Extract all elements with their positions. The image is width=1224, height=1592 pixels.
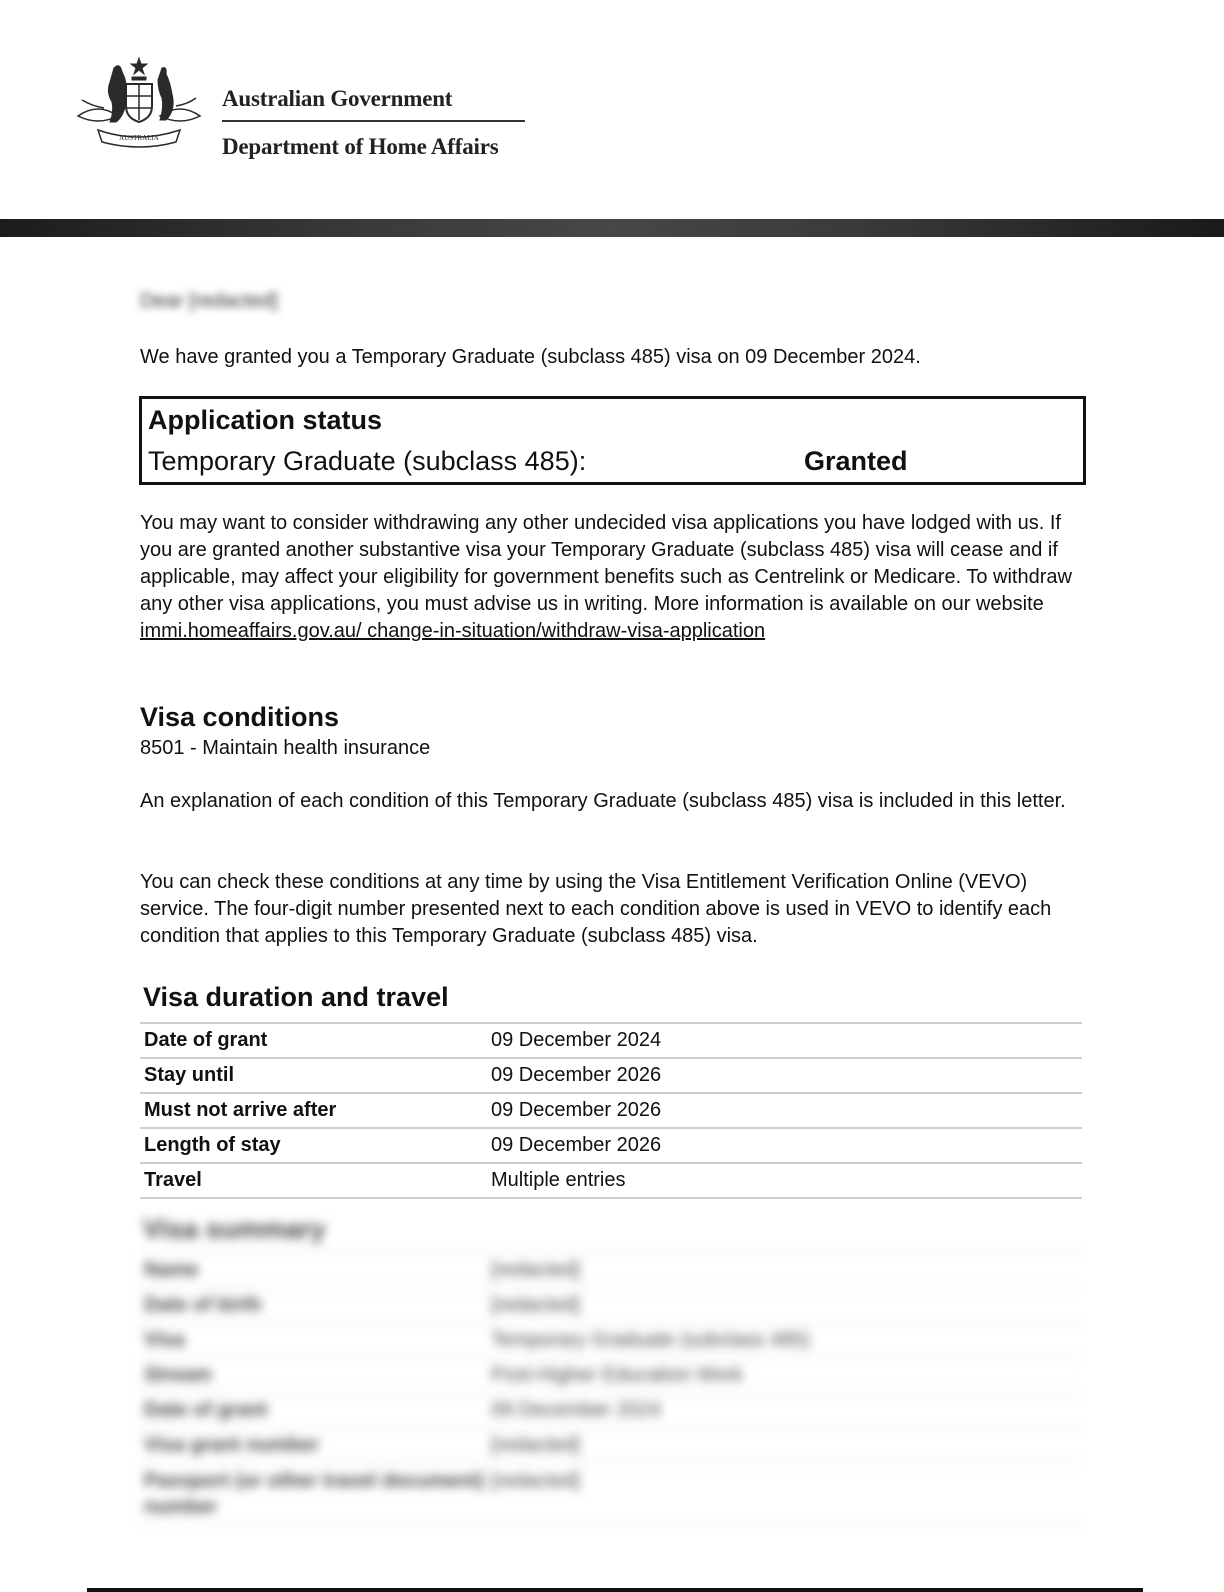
row-label: Name — [140, 1253, 487, 1288]
visa-conditions-heading: Visa conditions — [140, 702, 340, 732]
row-label: Date of birth — [140, 1288, 487, 1323]
vevo-note: You can check these conditions at any time by using the Visa Entitlement Verification Online (VEVO) service. The four-digit number presented next to each condition above is used in VEVO to identify each condition that applies to this Temporary Graduate (subclass 485) visa. — [140, 871, 1052, 947]
visa-duration-table — [140, 1022, 1082, 1199]
row-value: Temporary Graduate (subclass 485) — [487, 1323, 1082, 1358]
row-label: Visa grant number — [140, 1428, 487, 1463]
row-value: 09 December 2024 — [487, 1393, 1082, 1428]
withdraw-text: You may want to consider withdrawing any other undecided visa applications you have lodged with us. If you are granted another substantive visa your Temporary Graduate (subclass 485) visa will cease and if applicable, may affect your eligibility for government benefits such as Centrelink or Medicare. To withdraw any other visa applications, you must advise us in writing. More information is available on our website — [140, 512, 1072, 615]
row-label: Must not arrive after — [140, 1093, 487, 1128]
letterhead — [0, 0, 1224, 218]
table-row — [140, 1128, 1082, 1163]
row-value: Multiple entries — [487, 1163, 1082, 1198]
visa-summary-table-redacted — [140, 1252, 1082, 1526]
table-row — [140, 1323, 1082, 1358]
coat-of-arms-icon — [68, 56, 210, 158]
row-label: Date of grant — [140, 1393, 487, 1428]
salutation-redacted: Dear [redacted] — [140, 290, 278, 312]
table-row — [140, 1058, 1082, 1093]
footer-rule — [87, 1588, 1143, 1592]
table-row — [140, 1428, 1082, 1463]
row-label: Date of grant — [140, 1023, 487, 1058]
withdraw-paragraph — [140, 510, 1080, 645]
table-row — [140, 1288, 1082, 1323]
table-row — [140, 1163, 1082, 1198]
row-label: Stay until — [140, 1058, 487, 1093]
application-status-box — [139, 396, 1086, 485]
table-row — [140, 1093, 1082, 1128]
status-visa-label: Temporary Graduate (subclass 485): — [148, 446, 587, 476]
visa-duration-heading: Visa duration and travel — [143, 982, 449, 1012]
row-label: Visa — [140, 1323, 487, 1358]
table-row — [140, 1358, 1082, 1393]
government-name: Australian Government — [222, 84, 525, 122]
row-value: [redacted] — [487, 1428, 1082, 1463]
visa-summary-heading: Visa summary — [143, 1214, 326, 1244]
row-value: [redacted] — [487, 1288, 1082, 1323]
table-row — [140, 1023, 1082, 1058]
agency-name — [222, 84, 525, 162]
row-value: 09 December 2024 — [487, 1023, 1082, 1058]
svg-text:AUSTRALIA: AUSTRALIA — [119, 134, 159, 142]
row-value: 09 December 2026 — [487, 1093, 1082, 1128]
row-value: [redacted] — [487, 1253, 1082, 1288]
status-badge: Granted — [804, 446, 908, 476]
header-band — [0, 219, 1224, 237]
table-row — [140, 1253, 1082, 1288]
conditions-explanation: An explanation of each condition of this Temporary Graduate (subclass 485) visa is included in this letter. — [140, 790, 1066, 812]
table-row — [140, 1393, 1082, 1428]
row-label: Travel — [140, 1163, 487, 1198]
grant-intro: We have granted you a Temporary Graduate (subclass 485) visa on 09 December 2024. — [140, 346, 921, 368]
status-box-title: Application status — [148, 405, 383, 435]
withdraw-visa-link[interactable]: immi.homeaffairs.gov.au/ change-in-situation/withdraw-visa-application — [140, 620, 766, 642]
row-value: 09 December 2026 — [487, 1128, 1082, 1163]
row-label: Length of stay — [140, 1128, 487, 1163]
row-value: Post-Higher Education Work — [487, 1358, 1082, 1393]
condition-item: 8501 - Maintain health insurance — [140, 737, 431, 759]
row-value: [redacted] — [487, 1463, 1082, 1525]
row-label: Stream — [140, 1358, 487, 1393]
row-label: Passport (or other travel document) number — [140, 1463, 487, 1525]
row-value: 09 December 2026 — [487, 1058, 1082, 1093]
table-row — [140, 1463, 1082, 1525]
department-name: Department of Home Affairs — [222, 134, 499, 159]
